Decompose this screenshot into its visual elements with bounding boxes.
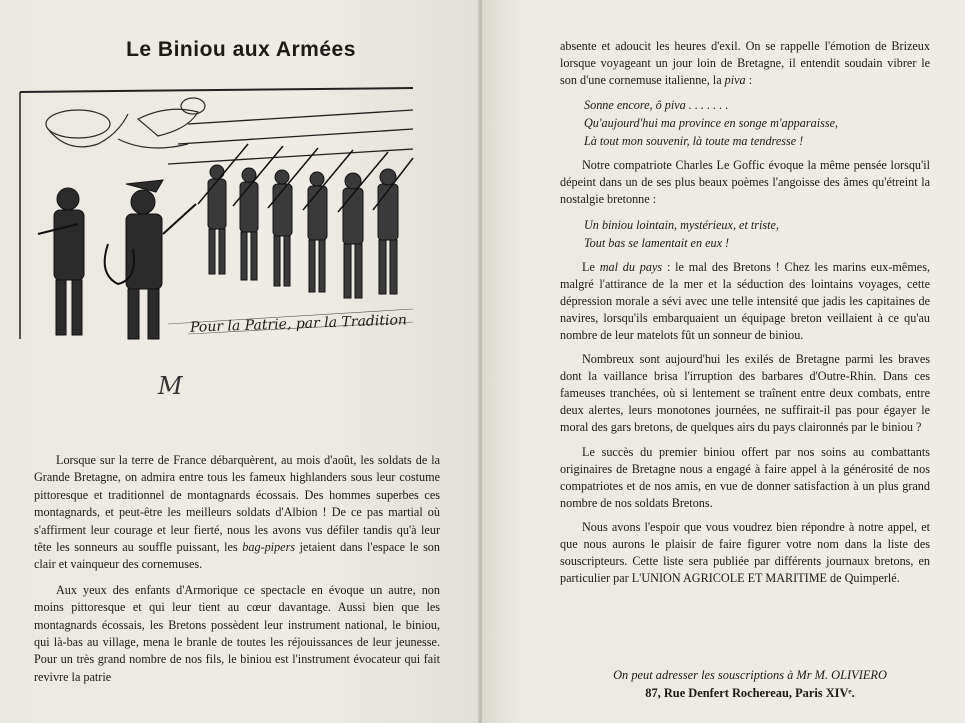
page-title: Le Biniou aux Armées bbox=[126, 38, 356, 61]
brizeux-verse bbox=[584, 96, 930, 150]
left-body-text bbox=[34, 452, 440, 694]
right-paragraph-5: Le succès du premier biniou offert par nos soins au combattants originaires de Bretagne nous a engagé à faire appel à la générosité de nos compatriotes et de nos amis, en vue de donner satisfaction à un plus grand nombre de nos soldats Bretons. bbox=[560, 444, 930, 510]
le-goffic-verse bbox=[584, 216, 930, 252]
left-p1-start: Lorsque sur la terre de France débarquèrent, au mois d'août, les soldats de la Grande Bretagne, on admira entre tous les fameux highlanders sous leur costume pittoresque et traditionnel de montagnards écossais. Des hommes superbes ces montagnards, et peut-être les meilleurs soldats d'Albion ! De ce pas martial où s'affirment leur courage et leur fierté, nous les avons vus défiler tandis qu'à leur tête les sonneurs au souffle puissant, les bbox=[34, 453, 440, 555]
subscription-address bbox=[570, 666, 930, 702]
left-p1-end: jetaient dans l'espace le son clair et vainqueur des cornemuses. bbox=[34, 540, 440, 572]
right-p1-start: absente et adoucit les heures d'exil. On se rappelle l'émotion de Brizeux lorsque voyageant un jour loin de Bretagne, il entendit soudain vibrer le son d'une cornemuse italienne, la bbox=[560, 39, 930, 88]
drop-initial: M bbox=[158, 372, 183, 400]
footer-line-2: 87, Rue Denfert Rochereau, Paris XIVᵉ. bbox=[645, 686, 855, 700]
right-body-text bbox=[560, 38, 930, 594]
right-p3-start: Le bbox=[582, 259, 600, 274]
right-paragraph-2: Notre compatriote Charles Le Goffic évoque la même pensée lorsqu'il dépeint dans un de ses plus beaux poèmes l'angoisse des âmes qu'étreint la nostalgie bretonne : bbox=[560, 158, 930, 207]
verse-line: Qu'aujourd'hui ma province en songe m'apparaisse, bbox=[584, 116, 839, 131]
right-p3-end: : le mal des Bretons ! Chez les marins eux-mêmes, malgré l'attirance de la mer et la séduction des lointains voyages, cette dépression morale a sévi avec une telle intensité que jadis les capitaines de navires, lorsqu'ils embarquaient un équipage breton veillaient à ce qu'au nombre de leur matelots fût un sonneur de biniou. bbox=[560, 259, 930, 342]
illustration-drawing bbox=[18, 84, 418, 346]
left-p1-emphasis: bag-pipers bbox=[242, 540, 296, 555]
verse-line: Tout bas se lamentait en eux ! bbox=[584, 235, 730, 250]
right-p3-emphasis: mal du pays bbox=[599, 259, 663, 274]
right-paragraph-6: Nous avons l'espoir que vous voudrez bien répondre à notre appel, et que nous aurons le plaisir de faire figurer votre nom dans la liste des souscripteurs. Cette liste sera publiée par différents journaux bretons, en particulier par L'UNION AGRICOLE ET MARITIME de Quimperlé. bbox=[560, 519, 930, 586]
footer-line-1: On peut adresser les souscriptions à Mr M. OLIVIERO bbox=[613, 668, 887, 682]
right-p1-end: : bbox=[745, 73, 753, 88]
right-paragraph-4: Nombreux sont aujourd'hui les exilés de Bretagne parmi les braves dont la vaillance brisa l'irruption des barbares d'Outre-Rhin. Dans ces fameuses tranchées, où si lentement se traînent entre deux combats, entre deux alertes, leurs monotones journées, ne suffirait-il pas pour égayer le moral des gars bretons, de quelques airs du pays claironnés par le biniou ? bbox=[560, 352, 930, 435]
verse-line: Un biniou lointain, mystérieux, et triste, bbox=[584, 217, 779, 232]
verse-line: Là tout mon souvenir, là toute ma tendresse ! bbox=[584, 134, 804, 149]
right-paragraph-1 bbox=[560, 38, 930, 89]
illustration-caption: Pour la Patrie, par la Tradition bbox=[189, 312, 408, 336]
right-p1-emphasis: piva bbox=[724, 73, 746, 88]
right-paragraph-3 bbox=[560, 259, 930, 344]
marching-soldiers-illustration bbox=[18, 84, 418, 346]
left-paragraph-2: Aux yeux des enfants d'Armorique ce spectacle en évoque un autre, non moins pittoresque et qui leur tient au cœur davantage. Aussi bien que les montagnards écossais, les Bretons possèdent leur instrument national, le biniou, qui là-bas au village, mena le branle de toutes les réjouissances de leur jeunesse. Pour un très grand nombre de nos fils, le biniou est l'instrument évocateur qui fait revivre la patrie bbox=[34, 582, 440, 684]
verse-line: Sonne encore, ô piva . . . . . . . bbox=[584, 98, 729, 113]
left-page bbox=[0, 0, 482, 723]
left-paragraph-1 bbox=[34, 452, 440, 574]
